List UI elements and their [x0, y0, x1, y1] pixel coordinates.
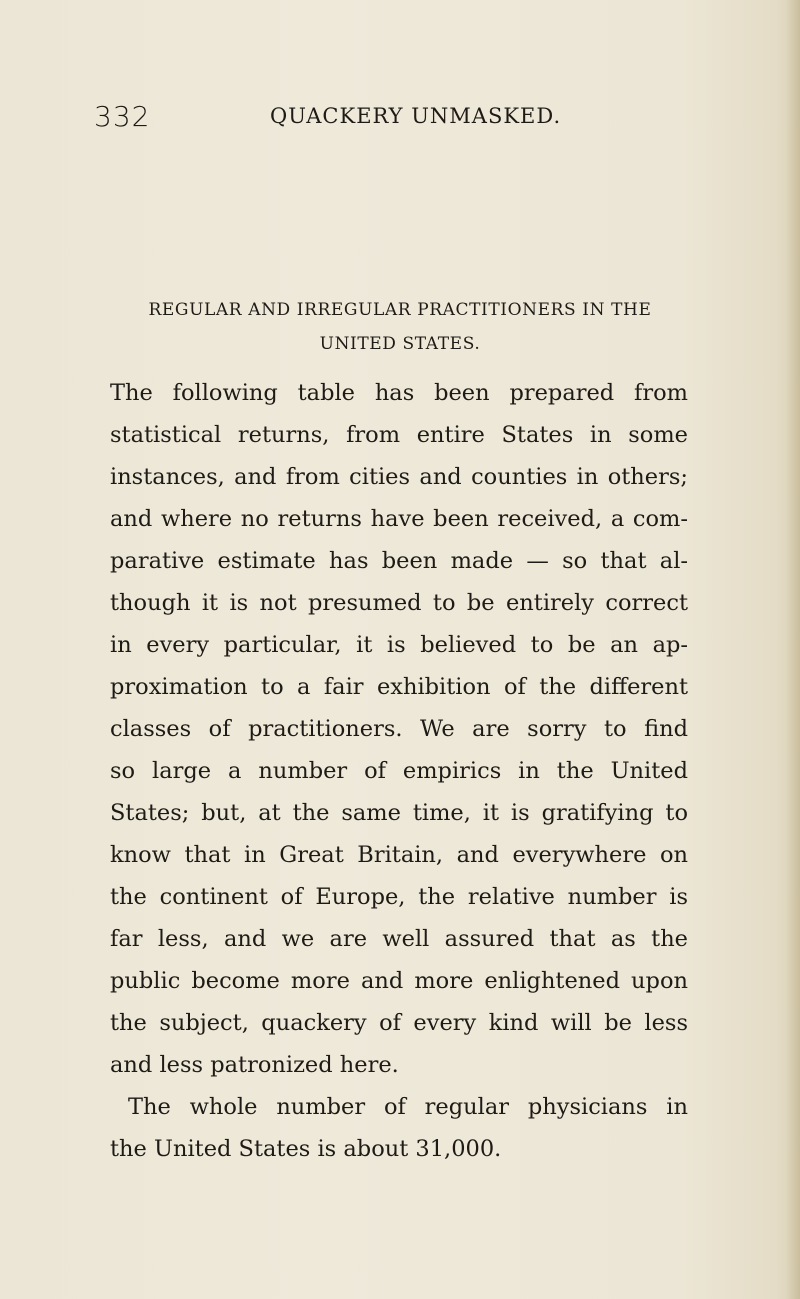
text-line: so large a number of empirics in the United — [110, 758, 688, 784]
section-heading-line: UNITED STATES. — [319, 334, 481, 354]
text-line: public become more and more enlightened upon — [110, 968, 688, 994]
text-line: far less, and we are well assured that as the — [110, 926, 688, 952]
text-line: statistical returns, from entire States in some — [110, 422, 688, 448]
text-line: in every particular, it is believed to be an ap- — [110, 632, 688, 658]
page-number: 332 — [94, 100, 151, 133]
running-title: QUACKERY UNMASKED. — [270, 104, 562, 128]
text-line: the United States is about 31,000. — [110, 1136, 502, 1162]
text-line: parative estimate has been made — so that al- — [110, 548, 688, 574]
text-line: States; but, at the same time, it is gratifying to — [110, 800, 688, 826]
text-line: though it is not presumed to be entirely correct — [110, 590, 688, 616]
section-heading-line: REGULAR AND IRREGULAR PRACTITIONERS IN THE — [148, 300, 652, 320]
text-line: and where no returns have been received, a com- — [110, 506, 688, 532]
text-line: the subject, quackery of every kind will be less — [110, 1010, 688, 1036]
text-line: classes of practitioners. We are sorry to find — [110, 716, 688, 742]
text-line: know that in Great Britain, and everywhere on — [110, 842, 688, 868]
page-edge-shadow — [786, 0, 800, 1299]
running-head — [0, 100, 800, 140]
text-line: The following table has been prepared from — [110, 380, 688, 406]
text-line: the continent of Europe, the relative number is — [110, 884, 688, 910]
text-line: instances, and from cities and counties in others; — [110, 464, 688, 490]
text-line: The whole number of regular physicians in — [128, 1094, 688, 1120]
text-line: and less patronized here. — [110, 1052, 399, 1078]
text-line: proximation to a fair exhibition of the different — [110, 674, 688, 700]
section-heading — [110, 293, 690, 361]
body-text — [110, 372, 688, 1170]
